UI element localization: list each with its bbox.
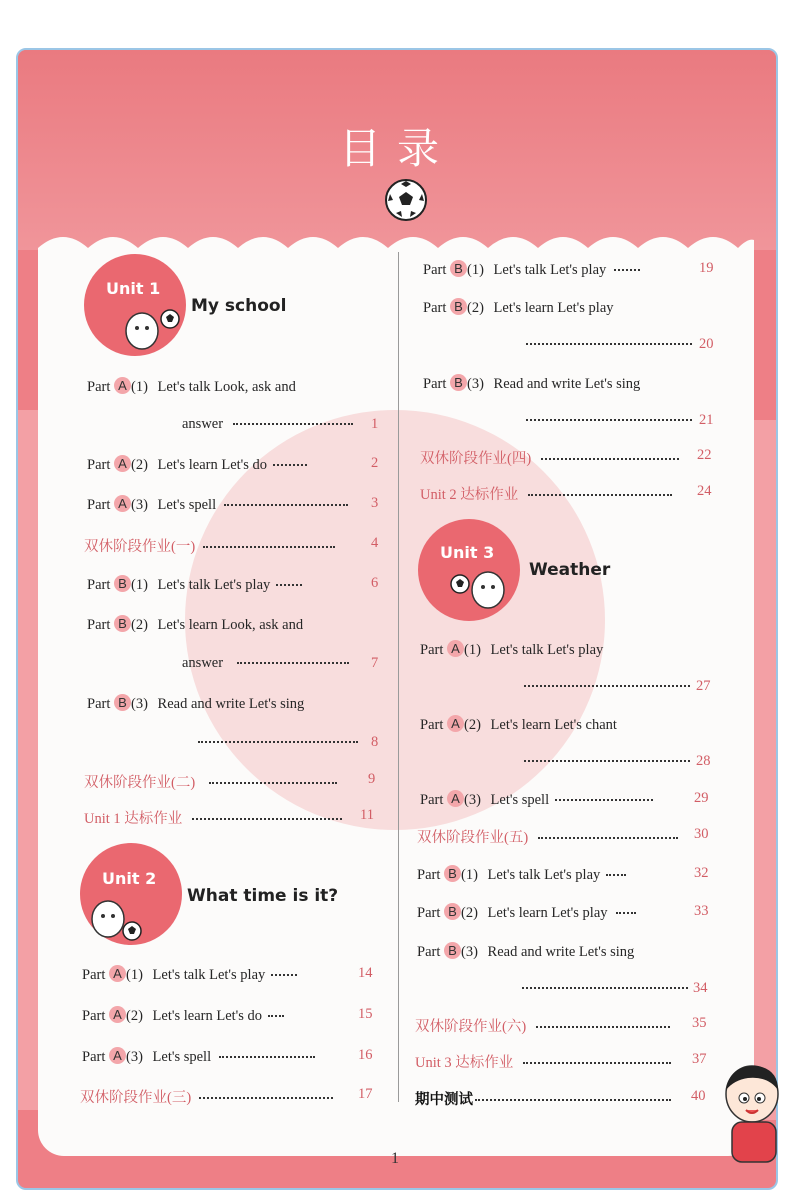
toc-entry[interactable]: 双休阶段作业(五) (417, 826, 678, 847)
part-letter-badge: B (114, 575, 131, 592)
toc-entry[interactable]: Unit 1 达标作业 (84, 807, 342, 828)
toc-page-number: 6 (371, 575, 379, 591)
toc-entry[interactable]: Part A (1) Let's talk Let's play (82, 965, 297, 984)
right-stripe (754, 420, 776, 1120)
toc-page-number: 7 (371, 655, 379, 671)
part-letter-badge: A (447, 715, 464, 732)
part-letter-badge: A (447, 640, 464, 657)
character-icon (120, 305, 182, 357)
toc-entry[interactable]: Part B (1) Let's talk Let's play (423, 260, 640, 279)
toc-entry[interactable]: Part B (2) Let's learn Let's play (423, 299, 614, 316)
left-stripe (18, 410, 40, 1110)
toc-entry[interactable] (526, 412, 692, 429)
toc-entry[interactable]: Unit 3 达标作业 (415, 1051, 671, 1072)
unit3-title: Weather (529, 560, 611, 580)
toc-entry[interactable]: 双休阶段作业(二) (84, 771, 337, 792)
part-letter-badge: B (114, 615, 131, 632)
toc-entry[interactable]: Part B (1) Let's talk Let's play (87, 575, 302, 594)
toc-entry[interactable]: Part A (1) Let's talk Look, ask and (87, 378, 296, 395)
toc-entry[interactable]: Part B (3) Read and write Let's sing (87, 695, 305, 712)
toc-page-number: 40 (691, 1088, 706, 1104)
toc-entry[interactable]: Part A (1) Let's talk Let's play (420, 641, 604, 658)
unit1-label: Unit 1 (106, 279, 161, 298)
toc-entry[interactable]: Unit 2 达标作业 (420, 483, 672, 504)
column-divider (398, 252, 399, 1102)
toc-entry[interactable] (524, 678, 690, 695)
toc-entry[interactable]: Part A (2) Let's learn Let's chant (420, 716, 617, 733)
toc-page-number: 3 (371, 495, 379, 511)
toc-page-number: 24 (697, 483, 712, 499)
toc-page-number: 33 (694, 903, 709, 919)
unit2-title: What time is it? (187, 886, 339, 906)
toc-entry[interactable]: 双休阶段作业(四) (420, 447, 679, 468)
unit2-label: Unit 2 (102, 869, 157, 888)
toc-page-number: 21 (699, 412, 714, 428)
part-letter-badge: B (444, 942, 461, 959)
toc-entry[interactable] (526, 336, 692, 353)
soccer-ball-icon (384, 178, 428, 222)
part-letter-badge: A (114, 377, 131, 394)
toc-entry[interactable] (524, 753, 690, 770)
part-letter-badge: A (447, 790, 464, 807)
toc-page-number: 28 (696, 753, 711, 769)
toc-page-number: 9 (368, 771, 376, 787)
character-icon (448, 566, 510, 618)
toc-entry[interactable]: answer (182, 655, 349, 672)
part-letter-badge: B (114, 694, 131, 711)
toc-entry[interactable]: Part A (3) Let's spell (87, 495, 348, 514)
toc-page-number: 4 (371, 535, 379, 551)
toc-page-number: 11 (360, 807, 374, 823)
toc-entry[interactable]: answer (182, 416, 353, 433)
page-number: 1 (391, 1150, 399, 1167)
part-letter-badge: A (109, 1006, 126, 1023)
toc-page-number: 29 (694, 790, 709, 806)
toc-entry[interactable]: Part B (2) Let's learn Let's play (417, 903, 636, 922)
part-letter-badge: B (444, 865, 461, 882)
toc-entry[interactable]: 双休阶段作业(一) (84, 535, 335, 556)
toc-page-number: 35 (692, 1015, 707, 1031)
scalloped-edge (38, 218, 754, 258)
toc-entry[interactable]: Part B (3) Read and write Let's sing (417, 943, 635, 960)
toc-page-number: 20 (699, 336, 714, 352)
character-icon (84, 893, 146, 945)
toc-entry[interactable]: Part A (2) Let's learn Let's do (87, 455, 307, 474)
toc-entry[interactable]: Part B (1) Let's talk Let's play (417, 865, 626, 884)
part-letter-badge: B (450, 260, 467, 277)
toc-page-number: 2 (371, 455, 379, 471)
unit1-title: My school (191, 296, 287, 316)
part-letter-badge: A (109, 965, 126, 982)
toc-page-number: 27 (696, 678, 711, 694)
toc-page-number: 22 (697, 447, 712, 463)
toc-entry[interactable]: Part A (3) Let's spell (420, 790, 653, 809)
toc-page-number: 37 (692, 1051, 707, 1067)
unit3-label: Unit 3 (440, 543, 495, 562)
part-letter-badge: B (450, 298, 467, 315)
toc-entry[interactable]: 双休阶段作业(六) (415, 1015, 670, 1036)
page-title: 目录 (338, 124, 455, 173)
toc-entry[interactable]: Part B (2) Let's learn Look, ask and (87, 616, 304, 633)
toc-page-number: 14 (358, 965, 373, 981)
toc-page-number: 17 (358, 1086, 373, 1102)
toc-entry[interactable]: Part B (3) Read and write Let's sing (423, 375, 641, 392)
toc-entry[interactable]: Part A (3) Let's spell (82, 1047, 315, 1066)
toc-entry[interactable]: Part A (2) Let's learn Let's do (82, 1006, 284, 1025)
toc-page-number: 34 (693, 980, 708, 996)
toc-page-number: 19 (699, 260, 714, 276)
toc-page-number: 1 (371, 416, 379, 432)
part-letter-badge: A (114, 495, 131, 512)
part-letter-badge: B (444, 903, 461, 920)
toc-entry[interactable] (522, 980, 688, 997)
toc-page-number: 30 (694, 826, 709, 842)
toc-page-number: 16 (358, 1047, 373, 1063)
part-letter-badge: A (114, 455, 131, 472)
toc-page-number: 8 (371, 734, 379, 750)
toc-page-number: 32 (694, 865, 709, 881)
part-letter-badge: B (450, 374, 467, 391)
part-letter-badge: A (109, 1047, 126, 1064)
toc-entry[interactable]: 双休阶段作业(三) (80, 1086, 333, 1107)
toc-entry[interactable] (198, 734, 358, 751)
toc-page-number: 15 (358, 1006, 373, 1022)
toc-entry[interactable]: 期中测试 (415, 1088, 671, 1109)
